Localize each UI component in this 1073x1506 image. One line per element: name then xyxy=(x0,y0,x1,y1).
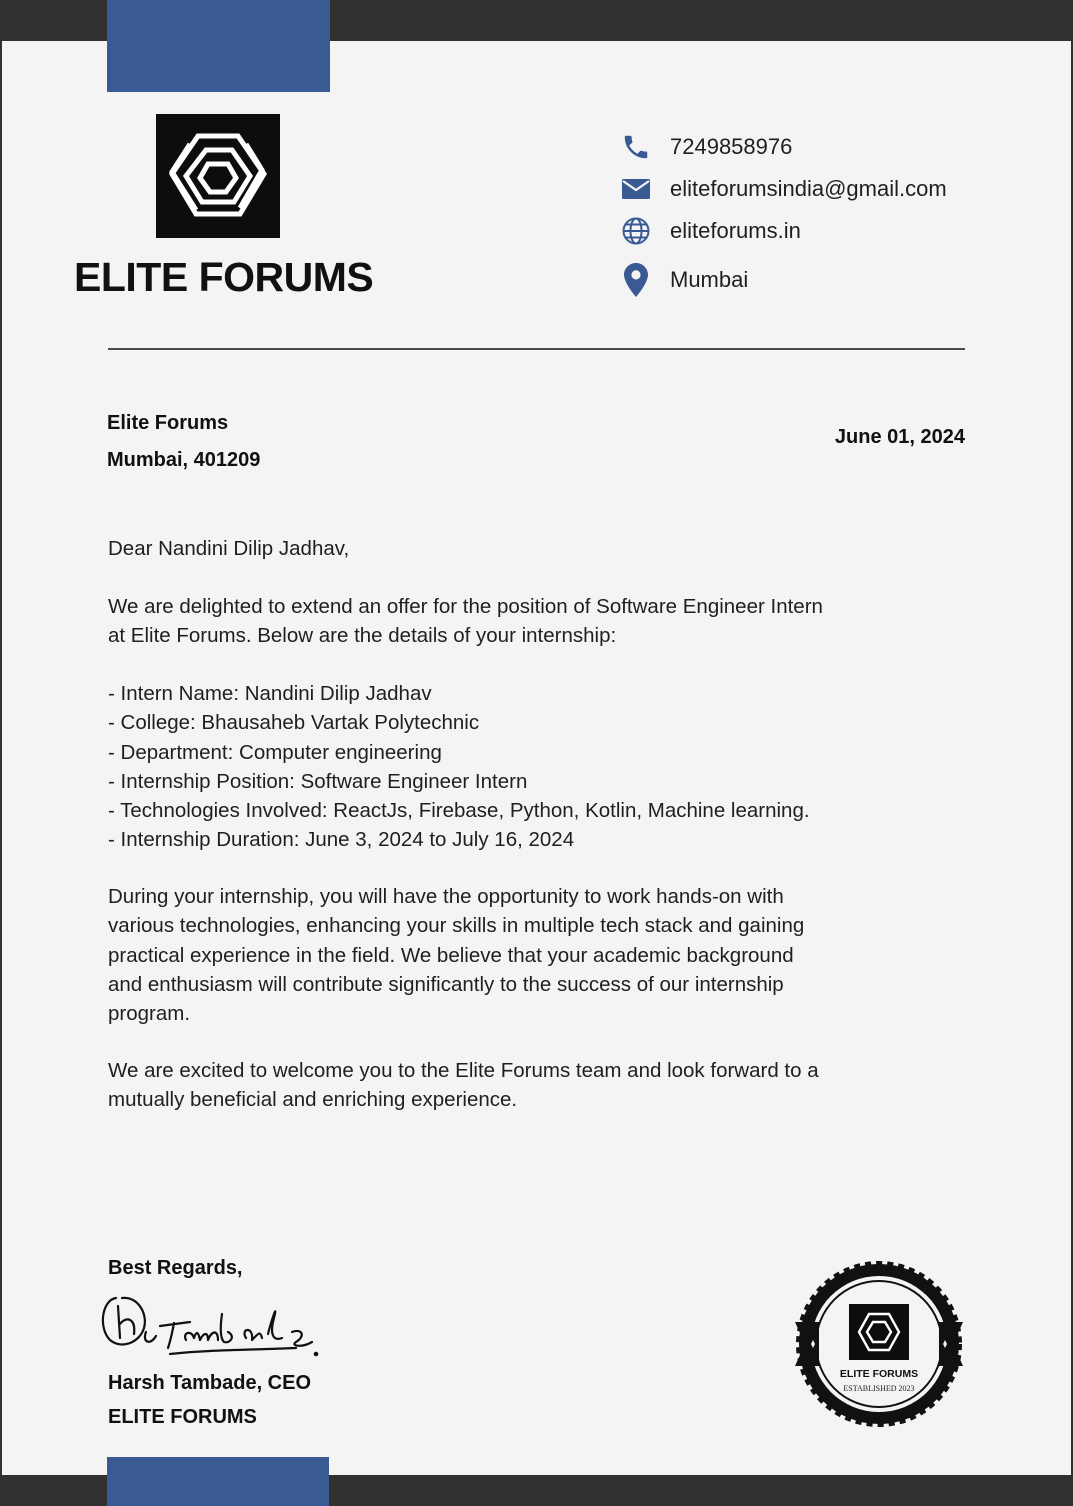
paragraph-line: We are excited to welcome you to the Elite Forums team and look forward to a xyxy=(108,1059,819,1082)
detail-college: - College: Bhausaheb Vartak Polytechnic xyxy=(108,711,480,735)
paragraph-line: mutually beneficial and enriching experience. xyxy=(108,1088,518,1112)
letter-date: June 01, 2024 xyxy=(834,426,965,448)
website-url: eliteforums.in xyxy=(670,218,801,243)
contact-website[interactable] xyxy=(618,213,1038,249)
phone-icon xyxy=(618,129,654,165)
bottom-accent-block xyxy=(107,1457,329,1506)
company-logo xyxy=(156,114,280,238)
company-seal xyxy=(795,1260,963,1428)
left-edge xyxy=(0,0,2,1506)
sender-address: Mumbai, 401209 xyxy=(107,449,261,471)
brand-title: ELITE FORUMS xyxy=(74,254,374,300)
detail-position: - Internship Position: Software Engineer Intern xyxy=(108,769,528,793)
closing: Best Regards, xyxy=(108,1257,243,1279)
top-accent-block xyxy=(107,0,330,92)
phone-number: 7249858976 xyxy=(670,134,793,159)
contact-phone[interactable] xyxy=(618,129,1038,165)
seal-name: ELITE FORUMS xyxy=(839,1368,919,1380)
mail-icon xyxy=(618,171,654,207)
location-text: Mumbai xyxy=(670,267,749,292)
signer-company: ELITE FORUMS xyxy=(108,1406,257,1428)
contact-location xyxy=(618,262,1038,298)
seal-established: ESTABLISHED 2023 xyxy=(843,1384,915,1393)
paragraph-line: During your internship, you will have the opportunity to work hands-on with xyxy=(108,885,784,908)
paragraph-line: practical experience in the field. We believe that your academic background xyxy=(108,943,794,967)
paragraph-line: program. xyxy=(108,1002,191,1026)
paragraph-line: and enthusiasm will contribute significantly to the success of our internship xyxy=(108,972,784,996)
intro-line: at Elite Forums. Below are the details of your internship: xyxy=(108,624,617,648)
sender-name: Elite Forums xyxy=(107,412,229,434)
paragraph-line: various technologies, enhancing your skills in multiple tech stack and gaining xyxy=(108,914,805,938)
location-pin-icon xyxy=(618,262,654,298)
detail-department: - Department: Computer engineering xyxy=(108,740,442,764)
detail-intern-name: - Intern Name: Nandini Dilip Jadhav xyxy=(108,682,432,705)
intro-line: We are delighted to extend an offer for the position of Software Engineer Intern xyxy=(108,595,823,618)
signer-name: Harsh Tambade, CEO xyxy=(108,1372,312,1394)
logo-mark-icon xyxy=(156,114,280,238)
contact-email[interactable] xyxy=(618,171,1038,207)
email-address: eliteforumsindia@gmail.com xyxy=(670,176,947,201)
welcome-paragraph xyxy=(108,1056,958,1115)
internship-paragraph xyxy=(108,882,958,1028)
detail-duration: - Internship Duration: June 3, 2024 to July 16, 2024 xyxy=(108,828,575,852)
globe-icon xyxy=(618,213,654,249)
intro-paragraph xyxy=(108,592,958,651)
salutation: Dear Nandini Dilip Jadhav, xyxy=(108,537,350,560)
handwritten-signature xyxy=(96,1288,326,1366)
detail-technologies: - Technologies Involved: ReactJs, Firebase, Python, Kotlin, Machine learning. xyxy=(108,799,810,823)
header-divider xyxy=(108,348,965,350)
internship-details-list xyxy=(108,679,958,855)
